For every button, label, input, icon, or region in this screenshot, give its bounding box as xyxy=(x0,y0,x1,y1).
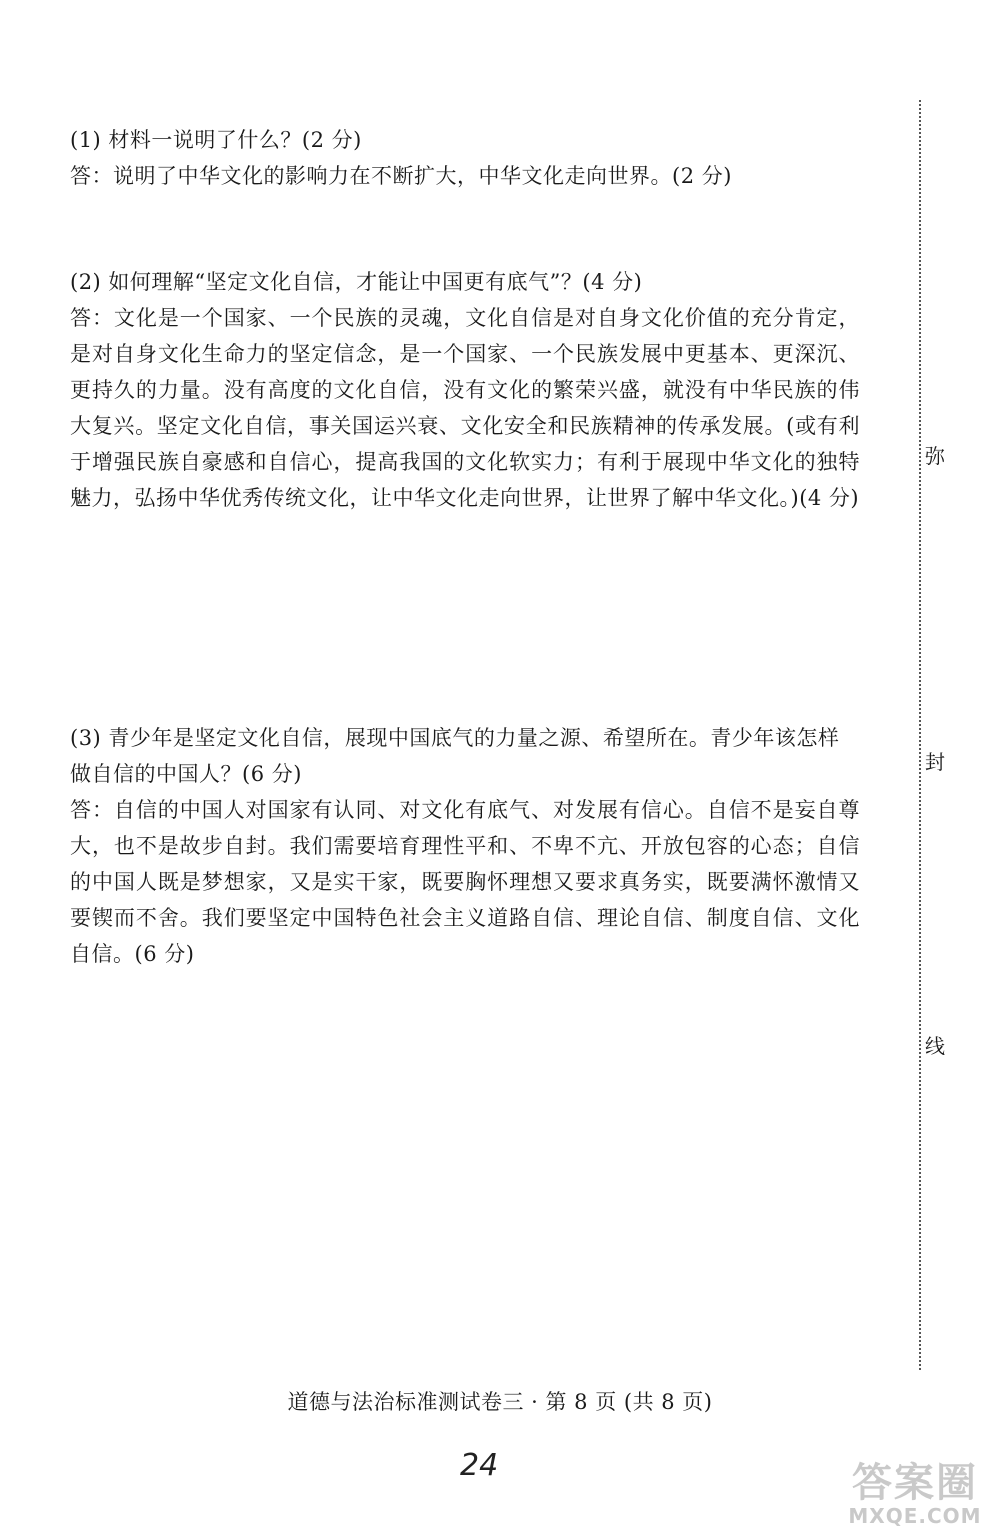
question-1-answer: 答：说明了中华文化的影响力在不断扩大，中华文化走向世界。(2 分) xyxy=(70,164,732,188)
watermark-url: MXQE.COM xyxy=(848,1504,982,1528)
binding-char-xian: 线 xyxy=(925,1034,945,1058)
binding-dotted-line xyxy=(919,100,921,1370)
question-3-title: (3) 青少年是坚定文化自信，展现中国底气的力量之源、希望所在。青少年该怎样做自信的中国人？(6 分) xyxy=(70,726,840,786)
question-2-answer: 答：文化是一个国家、一个民族的灵魂，文化自信是对自身文化价值的充分肯定，是对自身文化生命力的坚定信念，是一个国家、一个民族发展中更基本、更深沉、更持久的力量。没有高度的文化自信，没有文化的繁荣兴盛，就没有中华民族的伟大复兴。坚定文化自信，事关国运兴衰、文化安全和民族精神的传承发展。(或有利于增强民族自豪感和自信心，提高我国的文化软实力；有利于展现中华文化的独特魅力，弘扬中华优秀传统文化，让中华文化走向世界，让世界了解中华文化。)(4 分) xyxy=(70,306,860,510)
watermark-logo xyxy=(835,1460,995,1526)
watermark-logo-text: 答案圈 xyxy=(852,1460,978,1506)
question-2-title: (2) 如何理解“坚定文化自信，才能让中国更有底气”？(4 分) xyxy=(70,270,643,294)
binding-char-mi: 弥 xyxy=(925,444,945,468)
question-3 xyxy=(70,720,860,972)
binding-char-feng: 封 xyxy=(925,750,945,774)
handwritten-page-number: 24 xyxy=(460,1448,499,1483)
question-1 xyxy=(70,122,860,194)
page-footer: 道德与法治标准测试卷三 · 第 8 页 (共 8 页) xyxy=(287,1390,713,1414)
question-2 xyxy=(70,264,860,516)
question-3-answer: 答：自信的中国人对国家有认同、对文化有底气、对发展有信心。自信不是妄自尊大，也不是故步自封。我们需要培育理性平和、不卑不亢、开放包容的心态；自信的中国人既是梦想家，又是实干家，既要胸怀理想又要求真务实，既要满怀激情又要锲而不舍。我们要坚定中国特色社会主义道路自信、理论自信、制度自信、文化自信。(6 分) xyxy=(70,798,860,966)
question-1-title: (1) 材料一说明了什么？(2 分) xyxy=(70,128,362,152)
